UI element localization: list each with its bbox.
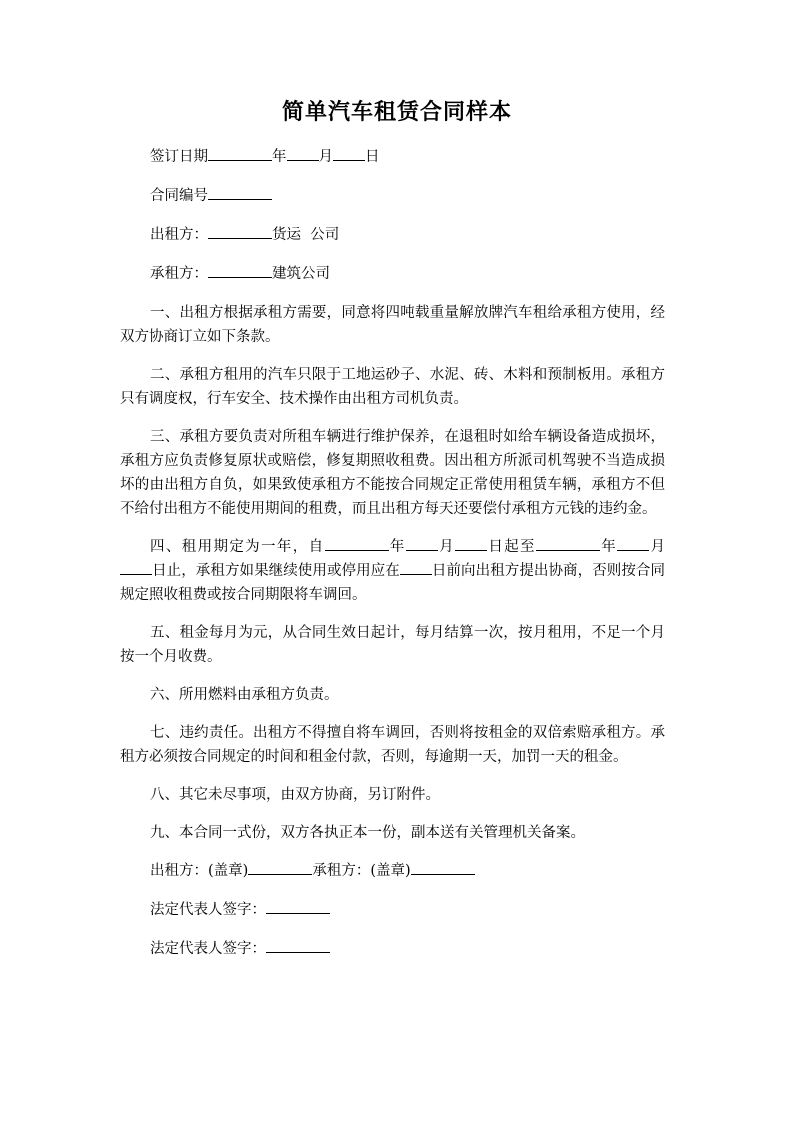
lessor-line [120,223,665,247]
start-year-label: 年 [388,539,406,555]
year-blank [208,146,272,162]
lessor-suffix: 货运 公司 [272,227,340,243]
start-month-blank [406,536,438,552]
lessor-label: 出租方： [150,227,208,243]
document-title: 简单汽车租赁合同样本 [281,99,512,125]
start-day-blank [455,536,487,552]
end-year-label: 年 [599,539,618,555]
clause-1: 一、出租方根据承租方需要，同意将四吨载重量解放牌汽车租给承租方使用，经双方协商订立如下条款。 [120,305,665,345]
representative-label-2: 法定代表人签字： [150,941,266,957]
lessor-seal-label: 出租方：(盖章) [150,863,249,879]
start-month-label: 月 [437,539,455,555]
representative-blank-2 [266,938,330,954]
contract-number-blank [208,185,272,201]
lessee-suffix: 建筑公司 [272,266,330,282]
clause-4 [120,535,665,607]
end-month-label: 月 [649,539,666,555]
month-blank [287,146,319,162]
representative-line-1 [120,898,665,922]
day-blank [333,146,365,162]
document-body [120,145,665,976]
end-month-blank [617,536,649,552]
lessee-seal-blank [411,860,475,876]
notice-days-blank [400,560,432,576]
seal-line [120,859,665,883]
start-year-blank [325,536,389,552]
clause-4-part3: 日前向出租方提出协商，否则按合同规定照收租费或按合同期限将车调回。 [120,563,666,603]
clause-6: 六、所用燃料由承租方负责。 [150,687,339,703]
representative-label-1: 法定代表人签字： [150,902,266,918]
lessee-label: 承租方： [150,266,208,282]
clause-8: 八、其它未尽事项，由双方协商，另订附件。 [150,787,440,803]
representative-line-2 [120,937,665,961]
lessor-seal-blank [248,860,312,876]
end-year-blank [536,536,600,552]
clause-5: 五、租金每月为元，从合同生效日起计，每月结算一次，按月租用，不足一个月按一个月收费。 [120,625,665,665]
clause-2: 二、承租方租用的汽车只限于工地运砂子、水泥、砖、木料和预制板用。承租方只有调度权，行车安全、技术操作由出租方司机负责。 [120,367,665,407]
clause-4-part2: 日止，承租方如果继续使用或停用应在 [152,563,400,579]
lessee-line [120,262,665,286]
sign-date-label: 签订日期 [150,149,208,165]
end-day-blank [120,560,152,576]
clause-3: 三、承租方要负责对所租车辆进行维护保养，在退租时如给车辆设备造成损坏，承租方应负责修复原状或赔偿，修复期照收租费。因出租方所派司机驾驶不当造成损坏的由出租方自负，如果致使承租方不能按合同规定正常使用租赁车辆，承租方不但不给付出租方不能使用期间的租费，而且出租方每天还要偿付承租方元钱的违约金。 [120,429,665,517]
month-label: 月 [318,149,333,165]
representative-blank-1 [266,899,330,915]
clause-7: 七、违约责任。出租方不得擅自将车调回，否则将按租金的双倍索赔承租方。承租方必须按合同规定的时间和租金付款，否则，每逾期一天，加罚一天的租金。 [120,725,665,765]
lessee-seal-label: 承租方：(盖章) [312,863,411,879]
contract-number-label: 合同编号 [150,188,208,204]
clause-4-from: 日起至 [486,539,536,555]
sign-date-line [120,145,665,169]
clause-9: 九、本合同一式份，双方各执正本一份，副本送有关管理机关备案。 [150,825,585,841]
lessee-name-blank [208,263,272,279]
clause-4-part1: 四、租用期定为一年，自 [150,539,325,555]
day-label: 日 [365,149,380,165]
year-label: 年 [272,149,287,165]
lessor-name-blank [208,224,272,240]
contract-number-line [120,184,665,208]
